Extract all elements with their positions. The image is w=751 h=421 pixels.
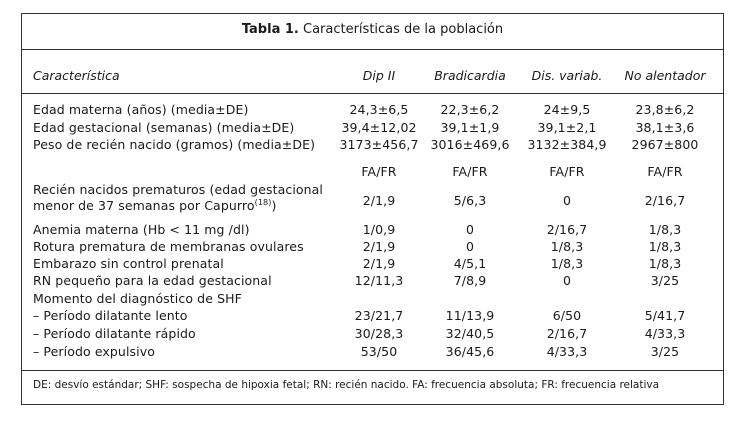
table-title-number: Tabla 1. <box>241 22 299 37</box>
title-divider <box>21 49 724 50</box>
cell-dip-ii: 12/11,3 <box>354 273 404 288</box>
cell-dip-ii: 39,4±12,02 <box>341 120 417 135</box>
cell-dip-ii: 23/21,7 <box>354 308 404 323</box>
cell-bradicardia: 22,3±6,2 <box>440 102 500 117</box>
cell-dip-ii: 30/28,3 <box>354 326 404 341</box>
cell-dip-ii: 2/1,9 <box>362 239 396 254</box>
cell-dis-variab: 0 <box>562 273 572 288</box>
cell-dip-ii: 53/50 <box>360 344 398 359</box>
column-header-dis-variab: Dis. variab. <box>531 68 603 83</box>
cell-bradicardia: 0 <box>465 222 475 237</box>
cell-dis-variab: 4/33,3 <box>546 344 588 359</box>
cell-no-alentador: 1/8,3 <box>648 256 682 271</box>
row-label: – Período expulsivo <box>33 344 155 359</box>
cell-bradicardia: 39,1±1,9 <box>440 120 500 135</box>
table-row <box>0 120 751 136</box>
cell-no-alentador: 38,1±3,6 <box>635 120 695 135</box>
cell-no-alentador: FA/FR <box>647 164 683 179</box>
cell-no-alentador: 2/16,7 <box>644 193 686 208</box>
row-label: Embarazo sin control prenatal <box>33 256 224 271</box>
table-row <box>0 291 751 307</box>
cell-no-alentador: 2967±800 <box>631 137 699 152</box>
column-header-bradicardia: Bradicardia <box>434 68 506 83</box>
cell-bradicardia: 32/40,5 <box>445 326 495 341</box>
table-row <box>0 344 751 360</box>
cell-dis-variab: 6/50 <box>552 308 582 323</box>
table-row <box>0 193 751 214</box>
cell-bradicardia: 36/45,6 <box>445 344 495 359</box>
cell-no-alentador: 23,8±6,2 <box>635 102 695 117</box>
row-label: RN pequeño para la edad gestacional <box>33 273 272 288</box>
cell-dis-variab: 39,1±2,1 <box>537 120 597 135</box>
table-row <box>0 102 751 118</box>
row-label: Rotura prematura de membranas ovulares <box>33 239 304 254</box>
cell-no-alentador: 1/8,3 <box>648 222 682 237</box>
cell-bradicardia: 4/5,1 <box>453 256 487 271</box>
cell-bradicardia: 3016±469,6 <box>430 137 510 152</box>
cell-dis-variab: 3132±384,9 <box>527 137 607 152</box>
cell-dip-ii: 1/0,9 <box>362 222 396 237</box>
table-row <box>0 239 751 255</box>
row-label: Recién nacidos prematuros (edad gestacional <box>33 182 324 197</box>
row-label: Edad materna (años) (media±DE) <box>33 102 249 117</box>
cell-dis-variab: 0 <box>562 193 572 208</box>
header-divider <box>21 93 724 94</box>
cell-no-alentador: 3/25 <box>650 273 680 288</box>
row-label: – Período dilatante rápido <box>33 326 196 341</box>
cell-dis-variab: FA/FR <box>549 164 585 179</box>
cell-dip-ii: FA/FR <box>361 164 397 179</box>
row-label <box>33 198 276 213</box>
cell-dis-variab: 24±9,5 <box>543 102 591 117</box>
cell-no-alentador: 1/8,3 <box>648 239 682 254</box>
cell-no-alentador: 5/41,7 <box>644 308 686 323</box>
cell-bradicardia: 7/8,9 <box>453 273 487 288</box>
cell-no-alentador: 4/33,3 <box>644 326 686 341</box>
cell-bradicardia: 5/6,3 <box>453 193 487 208</box>
table-row <box>0 222 751 238</box>
cell-dis-variab: 1/8,3 <box>550 239 584 254</box>
cell-dip-ii: 3173±456,7 <box>339 137 419 152</box>
cell-dip-ii: 2/1,9 <box>362 193 396 208</box>
row-label-end: ) <box>271 198 277 214</box>
cell-dis-variab: 1/8,3 <box>550 256 584 271</box>
table-row <box>0 137 751 153</box>
row-label: Edad gestacional (semanas) (media±DE) <box>33 120 295 135</box>
table-row <box>0 326 751 342</box>
cell-dis-variab: 2/16,7 <box>546 222 588 237</box>
column-header-no-alentador: No alentador <box>624 68 706 83</box>
table-title <box>21 22 724 37</box>
citation-superscript: (18) <box>254 198 272 207</box>
row-label: – Período dilatante lento <box>33 308 188 323</box>
cell-dip-ii: 2/1,9 <box>362 256 396 271</box>
table-footnote: DE: desvío estándar; SHF: sospecha de hipoxia fetal; RN: recién nacido. FA: frecuencia absoluta; FR: frecuencia relativa <box>33 379 660 391</box>
row-label: Momento del diagnóstico de SHF <box>33 291 242 306</box>
column-header-caracteristica: Característica <box>33 68 120 83</box>
row-label: Anemia materna (Hb < 11 mg /dl) <box>33 222 250 237</box>
cell-bradicardia: 0 <box>465 239 475 254</box>
row-label-text: menor de 37 semanas por Capurro <box>33 198 255 214</box>
cell-bradicardia: 11/13,9 <box>445 308 495 323</box>
column-header-dip-ii: Dip II <box>362 68 396 83</box>
footer-divider <box>21 370 724 371</box>
table-row <box>0 308 751 324</box>
cell-dis-variab: 2/16,7 <box>546 326 588 341</box>
table-row <box>0 256 751 272</box>
row-label: Peso de recién nacido (gramos) (media±DE) <box>33 137 316 152</box>
table-title-text: Características de la población <box>298 22 504 37</box>
table-row <box>0 273 751 289</box>
cell-no-alentador: 3/25 <box>650 344 680 359</box>
cell-bradicardia: FA/FR <box>452 164 488 179</box>
table-row-units <box>0 164 751 180</box>
cell-dip-ii: 24,3±6,5 <box>349 102 409 117</box>
